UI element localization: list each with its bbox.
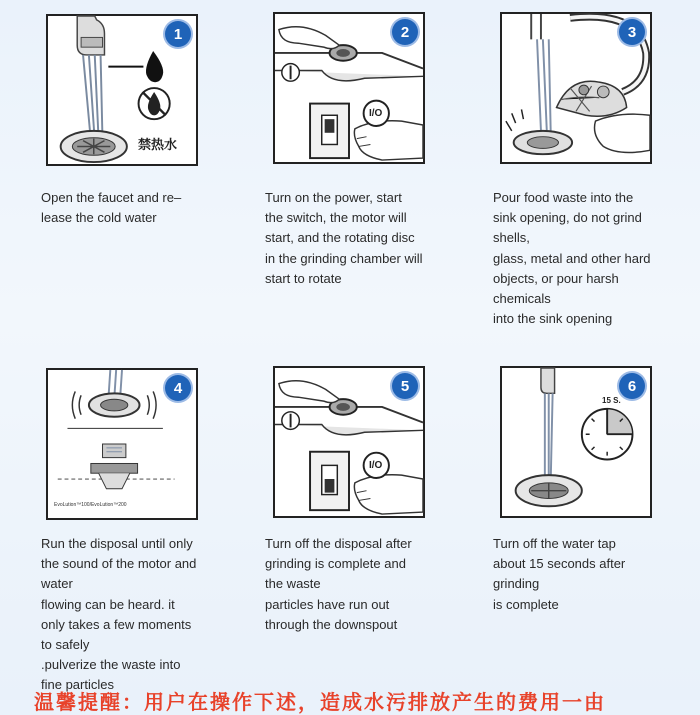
step-2-description bbox=[265, 188, 423, 289]
step-number-badge: 3 bbox=[619, 19, 645, 45]
step-4-description bbox=[41, 534, 196, 696]
model-name-caption: EvoLution™100/EvoLution™200 bbox=[54, 502, 127, 508]
step-4-illustration bbox=[46, 368, 198, 520]
description-line: .pulverize the waste into bbox=[41, 657, 181, 673]
description-line: only takes a few moments bbox=[41, 616, 192, 632]
description-line: Turn off the disposal after bbox=[265, 536, 412, 551]
description-line: grinding bbox=[493, 576, 540, 592]
step-number-badge: 5 bbox=[392, 373, 418, 399]
description-line: to safely bbox=[41, 637, 90, 653]
description-line: the waste bbox=[265, 576, 321, 592]
timer-label: 15 S. bbox=[602, 396, 621, 405]
step-6-description bbox=[493, 534, 625, 615]
no-hot-water-label: 禁热水 bbox=[138, 138, 178, 153]
description-line: shells, bbox=[493, 230, 530, 246]
description-line: about 15 seconds after bbox=[493, 556, 626, 572]
description-line: start to rotate bbox=[265, 270, 342, 286]
description-line: lease the cold water bbox=[41, 210, 157, 226]
description-line: the sound of the motor and bbox=[41, 556, 197, 572]
switch-io-label: I/O bbox=[369, 108, 383, 119]
step-6-illustration bbox=[500, 366, 652, 518]
step-5-illustration bbox=[273, 366, 425, 518]
description-line: sink opening, do not grind bbox=[493, 210, 642, 226]
description-line: glass, metal and other hard bbox=[493, 250, 651, 266]
description-line: in the grinding chamber will bbox=[265, 250, 423, 266]
step-number-badge: 2 bbox=[392, 19, 418, 45]
description-line: Turn off the water tap bbox=[493, 536, 616, 551]
footer-warning-strip bbox=[0, 686, 700, 714]
step-3-description bbox=[493, 188, 651, 329]
description-line: objects, or pour harsh bbox=[493, 270, 619, 286]
description-line: particles have run out bbox=[265, 596, 390, 612]
description-line: fine particles bbox=[41, 677, 114, 693]
step-2-illustration bbox=[273, 12, 425, 164]
description-line: Run the disposal until only bbox=[41, 536, 193, 551]
footer-warning-text: 温馨提醒：用户在操作下述，造成水污排放产生的费用一由 bbox=[34, 690, 606, 714]
description-line: Pour food waste into the bbox=[493, 190, 634, 205]
description-line: chemicals bbox=[493, 291, 551, 307]
step-number-badge: 1 bbox=[165, 21, 191, 47]
step-5-description bbox=[265, 534, 412, 635]
description-line: through the downspout bbox=[265, 616, 398, 632]
step-number-badge: 4 bbox=[165, 375, 191, 401]
step-3-illustration bbox=[500, 12, 652, 164]
switch-io-label: I/O bbox=[369, 460, 383, 471]
description-line: the switch, the motor will bbox=[265, 210, 407, 226]
step-1-illustration bbox=[46, 14, 198, 166]
description-line: water bbox=[41, 576, 73, 592]
step-1-description bbox=[41, 188, 181, 228]
description-line: flowing can be heard. it bbox=[41, 596, 175, 612]
description-line: Open the faucet and re– bbox=[41, 190, 182, 205]
step-number-badge: 6 bbox=[619, 373, 645, 399]
description-line: Turn on the power, start bbox=[265, 190, 402, 205]
description-line: start, and the rotating disc bbox=[265, 230, 415, 246]
description-line: is complete bbox=[493, 596, 559, 612]
description-line: grinding is complete and bbox=[265, 556, 406, 572]
description-line: into the sink opening bbox=[493, 311, 613, 327]
